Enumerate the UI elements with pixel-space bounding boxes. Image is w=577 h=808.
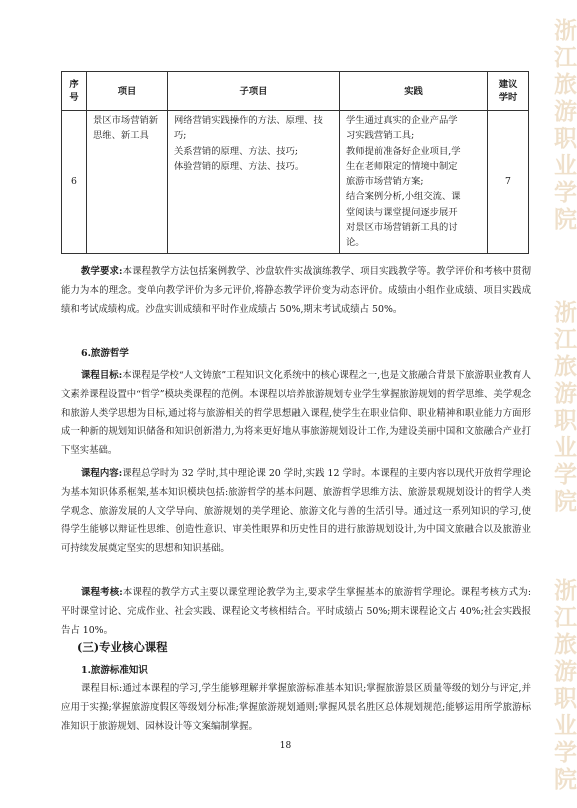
practice-line: 教师提前准备好企业项目,学 <box>346 145 461 157</box>
row-number: 6 <box>62 111 87 254</box>
course-goal-text: 本课程是学校“人文铸旅”工程知识文化系统中的核心课程之一,也是文旅融合背景下旅游职业教育人文素养课程设置中“哲学”模块类课程的范例。本课程以培养旅游规划专业学生掌握旅游规划的哲学思维、美学观念和旅游人类学思想为目标,通过将与旅游相关的哲学思想融入课程,使学生在职业信仰、职业精神和职业能力方面形成一种新的规划知识储备和知识创新潜力,为将来更好地从事旅游规划设计工作,为建设美丽中国和文旅融合产业打下坚实基础。 <box>61 370 531 457</box>
subsection-heading: 1.旅游标准知识 <box>81 665 148 676</box>
header-practice: 实践 <box>340 72 488 111</box>
watermark: 浙江旅游职业学院 <box>550 300 577 516</box>
course-exam-text: 本课程的教学方式主要以课堂理论教学为主,要求学生掌握基本的旅游哲学理论。课程考核方式为:平时课堂讨论、完成作业、社会实践、课程论文考核相结合。平时成绩占 50%;期末课程论文占 40%;社会实践报告占 10%。 <box>61 587 531 636</box>
practice-line: 旅游市场营销方案; <box>346 176 424 188</box>
course-goal-label: 课程目标: <box>81 370 123 381</box>
teaching-req-label: 教学要求: <box>81 266 123 277</box>
practice-line: 学生通过真实的企业产品学 <box>346 115 458 126</box>
practice-line: 习实践营销工具; <box>346 130 415 142</box>
practice-line: 对景区市场营销新工具的讨 <box>346 222 458 234</box>
header-hours: 建议学时 <box>488 72 529 111</box>
table-header-row <box>62 72 529 111</box>
watermark: 浙江旅游职业学院 <box>550 18 577 234</box>
subproject-line: 体验营销的原理、方法、技巧。 <box>174 160 305 172</box>
row-subproject <box>168 111 340 254</box>
subproject-line: 巧; <box>174 130 187 142</box>
curriculum-table <box>61 71 529 254</box>
header-project: 项目 <box>87 72 168 111</box>
section-6-heading: 6.旅游哲学 <box>81 348 129 359</box>
table-row <box>62 111 529 254</box>
standards-goal: 课程目标:通过本课程的学习,学生能够理解并掌握旅游标准基本知识;掌握旅游景区质量等级的划分与评定,并应用于实操;掌握旅游度假区等级划分标准;掌握旅游规划通则;掌握风景名胜区总体规划规范;能够运用所学旅游标准知识于旅游规划、园林设计等文案编制掌握。 <box>61 683 531 732</box>
practice-line: 生在老师限定的情境中制定 <box>346 160 458 172</box>
subproject-line: 关系营销的原理、方法、技巧; <box>174 145 298 157</box>
course-exam <box>61 584 531 640</box>
practice-line: 结合案例分析,小组交流、课 <box>346 191 461 203</box>
subproject-line: 网络营销实践操作的方法、原理、技 <box>174 115 323 126</box>
section-3-heading: (三)专业核心课程 <box>77 640 168 654</box>
teaching-req-text: 本课程教学方法包括案例教学、沙盘软件实战演练教学、项目实践教学等。教学评价和考核中贯彻能力为本的理念。变单向教学评价为多元评价,将静态教学评价变为动态评价。成绩由小组作业成绩、项目实践成绩和考试成绩构成。沙盘实训成绩和平时作业成绩占 50%,期末考试成绩占 50%。 <box>61 266 531 315</box>
course-content-label: 课程内容: <box>81 468 123 479</box>
course-exam-label: 课程考核: <box>81 587 123 598</box>
practice-line: 论。 <box>346 237 365 249</box>
row-project: 景区市场营销新思维、新工具 <box>87 111 168 254</box>
row-practice <box>340 111 488 254</box>
teaching-requirements <box>61 263 531 319</box>
row-hours: 7 <box>488 111 529 254</box>
page-number: 18 <box>279 741 292 751</box>
course-content <box>61 465 531 559</box>
watermark: 浙江旅游职业学院 <box>550 578 577 794</box>
header-no: 序号 <box>62 72 87 111</box>
practice-line: 堂阅读与课堂提问逐步展开 <box>346 206 458 218</box>
header-subproject: 子项目 <box>168 72 340 111</box>
course-content-text: 课程总学时为 32 学时,其中理论课 20 学时,实践 12 学时。本课程的主要内容以现代开放哲学理论为基本知识体系框架,基本知识模块包括:旅游哲学的基本问题、旅游哲学思维方法、旅游景观规划设计的哲学人类学观念、旅游发展的人文学导向、旅游规划的美学理论、旅游文化与善的生活引导。通过这一系列知识的学习,使得学生能够以辩证性思维、创造性意识、审美性眼界和历史性目的进行旅游规划设计,为中国文旅融合以及旅游业可持续发展奠定坚实的思想和知识基础。 <box>61 468 531 555</box>
course-goal <box>61 367 531 461</box>
